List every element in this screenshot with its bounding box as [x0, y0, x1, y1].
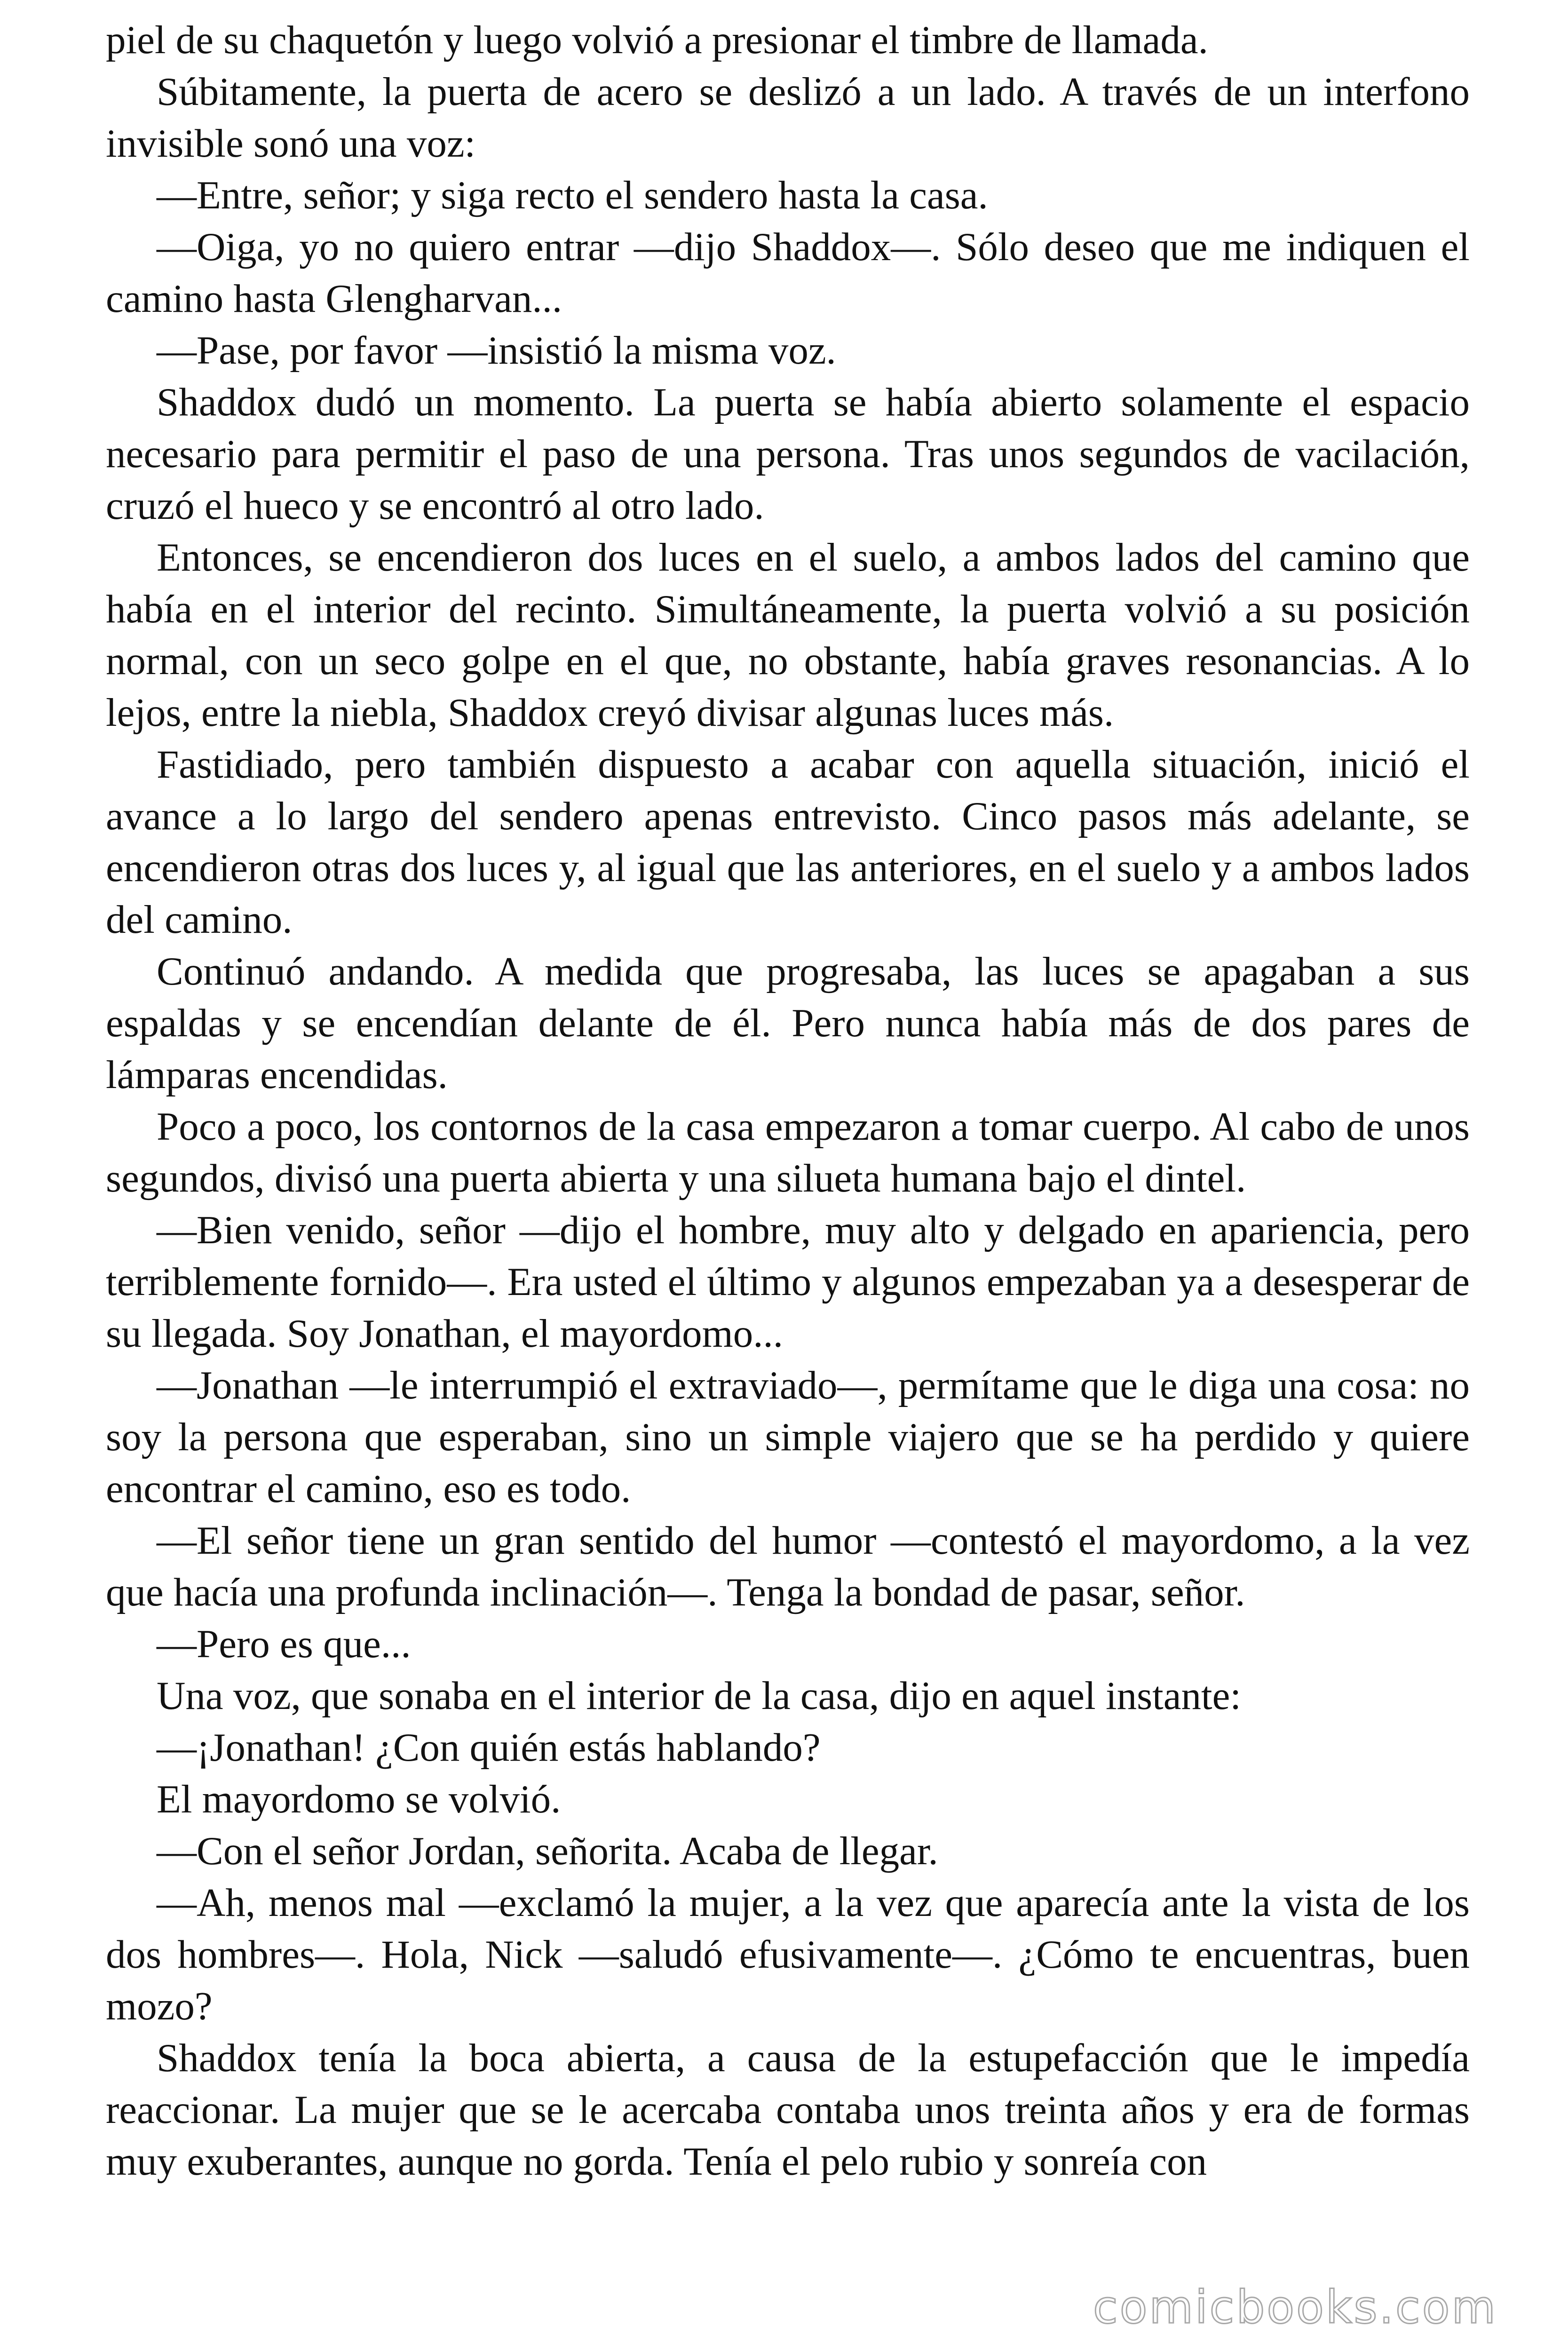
paragraph-2: Súbitamente, la puerta de acero se deslizó a un lado. A través de un interfono invisible sonó una voz:	[106, 70, 1470, 166]
paragraph-12: —Jonathan —le interrumpió el extraviado—, permítame que le diga una cosa: no soy la persona que esperaban, sino un simple viajero que se ha perdido y quiere encontrar el camino, eso es todo.	[106, 1363, 1470, 1511]
watermark-text: comicbooks.com	[1093, 2281, 1497, 2334]
page-text	[106, 14, 1470, 2187]
paragraph-1: piel de su chaquetón y luego volvió a presionar el timbre de llamada.	[106, 18, 1208, 62]
paragraph-17: El mayordomo se volvió.	[157, 1777, 561, 1821]
paragraph-20: Shaddox tenía la boca abierta, a causa de la estupefacción que le impedía reaccionar. La mujer que se le acercaba contaba unos treinta años y era de formas muy exuberantes, aunque no gorda. Tenía el pelo rubio y sonreía con	[106, 2036, 1470, 2184]
paragraph-13: —El señor tiene un gran sentido del humor —contestó el mayordomo, a la vez que hacía una profunda inclinación—. Tenga la bondad de pasar, señor.	[106, 1518, 1470, 1614]
paragraph-16: —¡Jonathan! ¿Con quién estás hablando?	[157, 1725, 821, 1770]
paragraph-14: —Pero es que...	[157, 1622, 411, 1666]
paragraph-9: Continuó andando. A medida que progresaba, las luces se apagaban a sus espaldas y se encendían delante de él. Pero nunca había más de dos pares de lámparas encendidas.	[106, 949, 1470, 1097]
paragraph-8: Fastidiado, pero también dispuesto a acabar con aquella situación, inició el avance a lo largo del sendero apenas entrevisto. Cinco pasos más adelante, se encendieron otras dos luces y, al igual que las anteriores, en el suelo y a ambos lados del camino.	[106, 742, 1470, 942]
paragraph-18: —Con el señor Jordan, señorita. Acaba de llegar.	[157, 1829, 938, 1873]
paragraph-3: —Entre, señor; y siga recto el sendero hasta la casa.	[157, 173, 988, 217]
paragraph-5: —Pase, por favor —insistió la misma voz.	[157, 328, 836, 373]
paragraph-10: Poco a poco, los contornos de la casa empezaron a tomar cuerpo. Al cabo de unos segundos, divisó una puerta abierta y una silueta humana bajo el dintel.	[106, 1104, 1470, 1200]
paragraph-15: Una voz, que sonaba en el interior de la casa, dijo en aquel instante:	[157, 1674, 1241, 1718]
paragraph-19: —Ah, menos mal —exclamó la mujer, a la vez que aparecía ante la vista de los dos hombres—. Hola, Nick —saludó efusivamente—. ¿Cómo te encuentras, buen mozo?	[106, 1881, 1470, 2028]
paragraph-4: —Oiga, yo no quiero entrar —dijo Shaddox—. Sólo deseo que me indiquen el camino hasta Glengharvan...	[106, 225, 1470, 321]
paragraph-6: Shaddox dudó un momento. La puerta se había abierto solamente el espacio necesario para permitir el paso de una persona. Tras unos segundos de vacilación, cruzó el hueco y se encontró al otro lado.	[106, 380, 1470, 528]
paragraph-7: Entonces, se encendieron dos luces en el suelo, a ambos lados del camino que había en el interior del recinto. Simultáneamente, la puerta volvió a su posición normal, con un seco golpe en el que, no obstante, había graves resonancias. A lo lejos, entre la niebla, Shaddox creyó divisar algunas luces más.	[106, 535, 1470, 735]
paragraph-11: —Bien venido, señor —dijo el hombre, muy alto y delgado en apariencia, pero terriblemente fornido—. Era usted el último y algunos empezaban ya a desesperar de su llegada. Soy Jonathan, el mayordomo...	[106, 1208, 1470, 1356]
